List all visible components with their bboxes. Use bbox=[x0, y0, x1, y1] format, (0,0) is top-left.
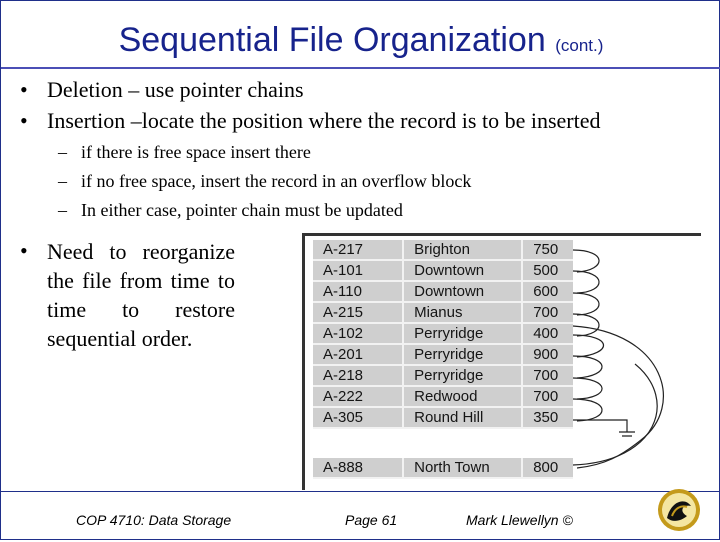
account-cell: A-110 bbox=[313, 281, 403, 302]
bullet-text: Deletion – use pointer chains bbox=[47, 77, 304, 102]
bullet-text: Insertion –locate the position where the record is to be inserted bbox=[47, 108, 601, 133]
bullet-dot: • bbox=[20, 108, 28, 133]
title-main: Sequential File Organization bbox=[118, 21, 546, 59]
ground-symbol bbox=[573, 420, 635, 436]
branch-cell: Perryridge bbox=[403, 344, 522, 365]
reorganize-text: Need to reorganize the file from time to time to restore sequential order. bbox=[47, 239, 235, 351]
subbullet-text: if there is free space insert there bbox=[81, 142, 311, 162]
account-cell: A-101 bbox=[313, 260, 403, 281]
balance-cell: 700 bbox=[522, 302, 573, 323]
pointer-arrow bbox=[573, 271, 599, 293]
subbullet-dash: – bbox=[58, 142, 67, 162]
branch-cell: Brighton bbox=[403, 240, 522, 260]
pointer-arrow-overflow-in bbox=[573, 326, 663, 468]
branch-cell: Downtown bbox=[403, 281, 522, 302]
subbullet-text: if no free space, insert the record in an overflow block bbox=[81, 171, 472, 191]
account-cell: A-222 bbox=[313, 386, 403, 407]
account-cell: A-888 bbox=[313, 458, 403, 478]
balance-cell: 700 bbox=[522, 365, 573, 386]
pointer-arrow bbox=[573, 293, 599, 315]
balance-cell: 750 bbox=[522, 240, 573, 260]
balance-cell: 700 bbox=[522, 386, 573, 407]
balance-cell: 900 bbox=[522, 344, 573, 365]
subbullet-dash: – bbox=[58, 171, 67, 191]
gold-dragon-seal-icon bbox=[657, 488, 701, 532]
title-suffix: (cont.) bbox=[555, 36, 604, 55]
bullet-dot: • bbox=[20, 238, 28, 263]
pointer-arrow bbox=[573, 314, 599, 336]
balance-cell: 600 bbox=[522, 281, 573, 302]
branch-cell: Downtown bbox=[403, 260, 522, 281]
balance-cell: 400 bbox=[522, 323, 573, 344]
subbullet-overflow bbox=[58, 171, 472, 192]
balance-cell: 800 bbox=[522, 458, 573, 478]
balance-cell: 500 bbox=[522, 260, 573, 281]
page-title bbox=[1, 19, 720, 67]
pointer-arrow bbox=[573, 378, 602, 399]
account-cell: A-218 bbox=[313, 365, 403, 386]
pointer-arrow bbox=[573, 335, 604, 357]
subbullet-text: In either case, pointer chain must be updated bbox=[81, 200, 403, 220]
footer-course: COP 4710: Data Storage bbox=[76, 512, 232, 528]
footer-author: Mark Llewellyn © bbox=[466, 512, 573, 528]
file-organization-figure bbox=[302, 233, 701, 490]
bullet-dot: • bbox=[20, 77, 28, 102]
account-cell: A-201 bbox=[313, 344, 403, 365]
footer bbox=[1, 491, 720, 542]
subbullet-pointer-chain bbox=[58, 200, 403, 221]
account-cell: A-102 bbox=[313, 323, 403, 344]
branch-cell: North Town bbox=[403, 458, 522, 478]
branch-cell: Redwood bbox=[403, 386, 522, 407]
subbullet-dash: – bbox=[58, 200, 67, 220]
branch-cell: Perryridge bbox=[403, 323, 522, 344]
branch-cell: Round Hill bbox=[403, 407, 522, 428]
account-cell: A-215 bbox=[313, 302, 403, 323]
pointer-arrow bbox=[573, 356, 602, 378]
account-cell: A-305 bbox=[313, 407, 403, 428]
title-underline bbox=[1, 67, 720, 69]
pointer-arrow bbox=[573, 250, 599, 272]
balance-cell: 350 bbox=[522, 407, 573, 428]
pointer-arrow bbox=[573, 399, 602, 421]
pointer-chain-arrows bbox=[305, 236, 701, 490]
branch-cell: Perryridge bbox=[403, 365, 522, 386]
branch-cell: Mianus bbox=[403, 302, 522, 323]
subbullet-free-space bbox=[58, 142, 311, 163]
footer-page: Page 61 bbox=[345, 512, 398, 528]
account-cell: A-217 bbox=[313, 240, 403, 260]
